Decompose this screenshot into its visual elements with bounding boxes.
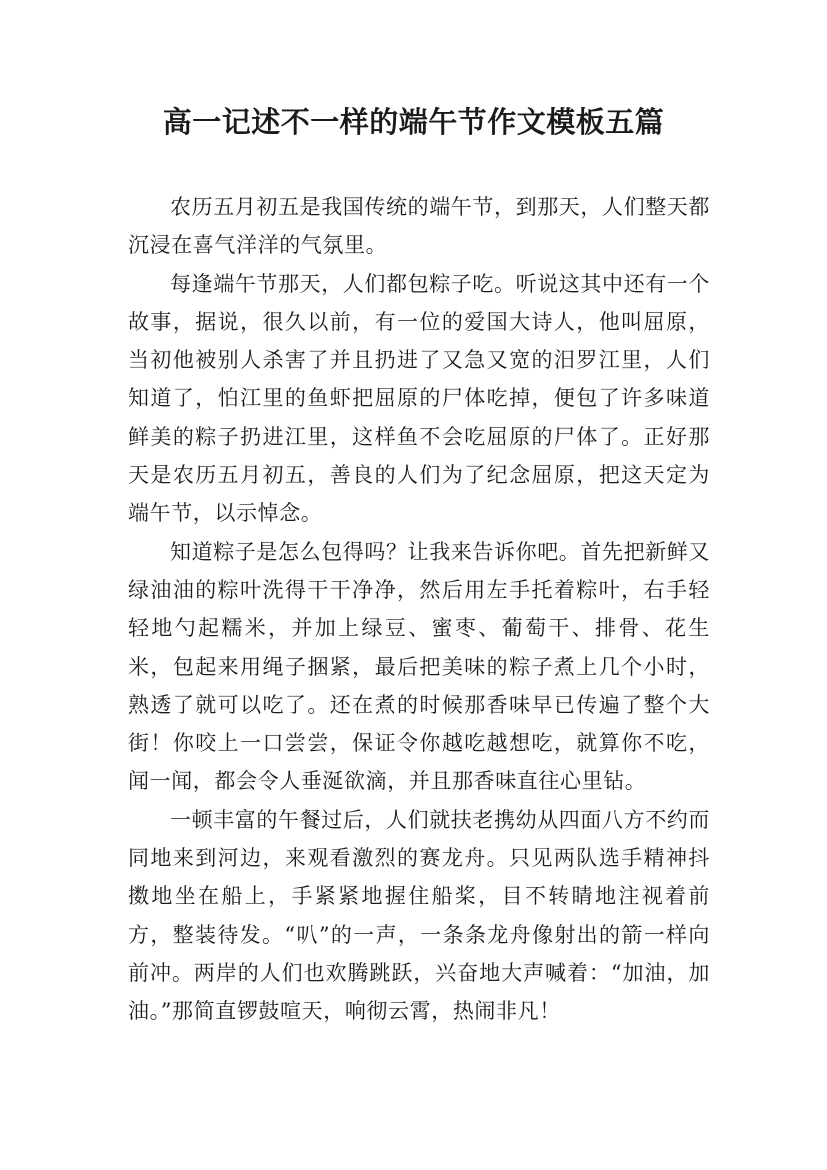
paragraph: 农历五月初五是我国传统的端午节，到那天，人们整天都沉浸在喜气洋洋的气氛里。	[128, 195, 710, 258]
document-title: 高一记述不一样的端午节作文模板五篇	[162, 105, 665, 139]
paragraph: 知道粽子是怎么包得吗？让我来告诉你吧。首先把新鲜又绿油油的粽叶洗得干干净净，然后用左手托着粽叶，右手轻轻地勺起糯米，并加上绿豆、蜜枣、葡萄干、排骨、花生米，包起来用绳子捆紧，最后把美味的粽子煮上几个小时，熟透了就可以吃了。还在煮的时候那香味早已传遍了整个大街！你咬上一口尝尝，保证令你越吃越想吃，就算你不吃，闻一闻，都会令人垂涎欲滴，并且那香味直往心里钻。	[128, 539, 710, 794]
document-body	[128, 188, 710, 1031]
paragraph: 每逢端午节那天，人们都包粽子吃。听说这其中还有一个故事，据说，很久以前，有一位的爱国大诗人，他叫屈原，当初他被别人杀害了并且扔进了又急又宽的汨罗江里，人们知道了，怕江里的鱼虾把屈原的尸体吃掉，便包了许多味道鲜美的粽子扔进江里，这样鱼不会吃屈原的尸体了。正好那天是农历五月初五，善良的人们为了纪念屈原，把这天定为端午节，以示悼念。	[128, 271, 710, 526]
paragraph: 一顿丰富的午餐过后，人们就扶老携幼从四面八方不约而同地来到河边，来观看激烈的赛龙舟。只见两队选手精神抖擞地坐在船上，手紧紧地握住船桨，目不转睛地注视着前方，整装待发。“叭”的一声，一条条龙舟像射出的箭一样向前冲。两岸的人们也欢腾跳跃，兴奋地大声喊着：“加油，加油。”那简直锣鼓喧天，响彻云霄，热闹非凡！	[128, 807, 710, 1024]
